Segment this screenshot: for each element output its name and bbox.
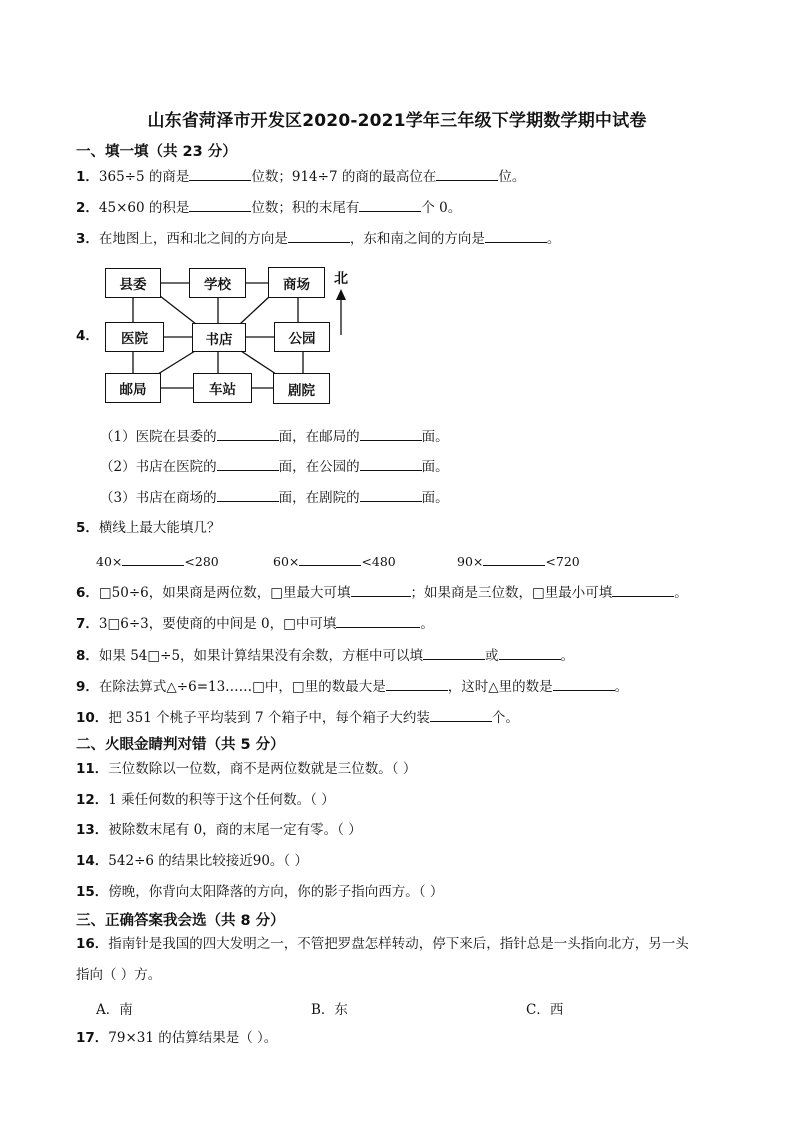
question-number: 16． bbox=[76, 936, 109, 952]
answer-blank[interactable] bbox=[217, 487, 279, 502]
item-text: 60× bbox=[273, 554, 300, 569]
north-arrow-head bbox=[336, 289, 346, 300]
answer-blank[interactable] bbox=[423, 645, 485, 660]
question-text: 三位数除以一位数，商不是两位数就是三位数。（ ） bbox=[108, 761, 417, 777]
map-line bbox=[160, 296, 196, 324]
question-number: 6． bbox=[76, 585, 99, 601]
question-text: 面。 bbox=[421, 459, 449, 475]
question-text: 指向（ ）方。 bbox=[76, 967, 162, 983]
question-number: 14． bbox=[76, 853, 109, 869]
question-text: 位。 bbox=[498, 169, 526, 185]
question-text: □50÷6，如果商是两位数，□里最大可填 bbox=[98, 585, 351, 601]
question-11 bbox=[76, 760, 416, 778]
question-text: 面。 bbox=[421, 429, 449, 445]
item-text: 40× bbox=[96, 554, 123, 569]
question-text: 面，在邮局的 bbox=[278, 429, 360, 445]
question-text: 如果 54□÷5，如果计算结果没有余数，方框中可以填 bbox=[98, 648, 424, 664]
question-text: 在地图上，西和北之间的方向是 bbox=[98, 231, 288, 247]
question-number: 12． bbox=[76, 792, 109, 808]
map-box-station: 车站 bbox=[193, 373, 252, 403]
question-text: 位数；914÷7 的商的最高位在 bbox=[251, 169, 437, 185]
question-16-line-2 bbox=[76, 966, 161, 984]
map-box-hospital: 医院 bbox=[105, 322, 164, 352]
question-number: 10． bbox=[76, 710, 109, 726]
question-text: 542÷6 的结果比较接近90。（ ） bbox=[108, 853, 308, 869]
section-3-heading: 三、正确答案我会选（共 8 分） bbox=[76, 913, 285, 929]
question-number: 2． bbox=[76, 200, 99, 216]
question-text: 指南针是我国的四大发明之一，不管把罗盘怎样转动，停下来后，指针总是一头指向北方，另一头 bbox=[108, 936, 689, 952]
question-text: 把 351 个桃子平均装到 7 个箱子中，每个箱子大约装 bbox=[108, 710, 430, 726]
answer-blank[interactable] bbox=[360, 487, 422, 502]
question-text: 位数；积的末尾有 bbox=[251, 200, 360, 216]
question-number: 11． bbox=[76, 761, 109, 777]
section-1-heading: 一、填一填（共 23 分） bbox=[76, 144, 237, 160]
answer-blank[interactable] bbox=[217, 456, 279, 471]
question-text: ，东和南之间的方向是 bbox=[349, 231, 485, 247]
question-text: 。 bbox=[614, 679, 629, 695]
question-4-sub-2 bbox=[100, 456, 449, 476]
question-text: ，这时△里的数是 bbox=[447, 679, 553, 695]
question-5-item-2 bbox=[273, 551, 396, 569]
question-number: 1． bbox=[76, 169, 99, 185]
answer-blank[interactable] bbox=[122, 551, 184, 566]
question-text: 面，在剧院的 bbox=[278, 490, 360, 506]
question-text: 被除数末尾有 0，商的末尾一定有零。（ ） bbox=[108, 822, 362, 838]
question-text: （3）书店在商场的 bbox=[100, 490, 217, 506]
map-box-park: 公园 bbox=[274, 322, 330, 352]
answer-blank[interactable] bbox=[386, 676, 448, 691]
map-box-county: 县委 bbox=[105, 268, 161, 298]
map-box-bookstore: 书店 bbox=[192, 323, 246, 352]
question-13 bbox=[76, 821, 362, 839]
option-a[interactable]: A．南 bbox=[96, 1002, 133, 1018]
question-5 bbox=[76, 519, 220, 537]
item-text: 90× bbox=[457, 554, 484, 569]
question-17 bbox=[76, 1029, 277, 1047]
option-c[interactable]: C．西 bbox=[526, 1002, 564, 1018]
question-number: 9． bbox=[76, 679, 99, 695]
question-text: 45×60 的积是 bbox=[98, 200, 190, 216]
question-text: 面，在公园的 bbox=[278, 459, 360, 475]
question-text: 。 bbox=[674, 585, 688, 601]
question-text: 1 乘任何数的积等于这个任何数。（ ） bbox=[108, 792, 335, 808]
answer-blank[interactable] bbox=[553, 676, 615, 691]
question-text: 。 bbox=[560, 648, 575, 664]
question-number: 17． bbox=[76, 1030, 109, 1046]
question-text: 面。 bbox=[421, 490, 449, 506]
question-7 bbox=[76, 613, 434, 633]
question-text: 。 bbox=[420, 616, 434, 632]
map-box-school: 学校 bbox=[189, 268, 246, 298]
question-text: 3□6÷3，要使商的中间是 0，□中可填 bbox=[98, 616, 337, 632]
question-text: 79×31 的估算结果是（ ）。 bbox=[108, 1030, 278, 1046]
question-text: （1）医院在县委的 bbox=[100, 429, 217, 445]
answer-blank[interactable] bbox=[430, 707, 492, 722]
question-text: 365÷5 的商是 bbox=[98, 169, 190, 185]
question-text: 个 0。 bbox=[421, 200, 462, 216]
question-text: 在除法算式△÷6=13……□中，□里的数最大是 bbox=[98, 679, 386, 695]
answer-blank[interactable] bbox=[217, 426, 279, 441]
question-text: ；如果商是三位数，□里最小可填 bbox=[410, 585, 613, 601]
north-label: 北 bbox=[334, 271, 348, 287]
question-text: （2）书店在医院的 bbox=[100, 459, 217, 475]
question-text: 傍晚，你背向太阳降落的方向，你的影子指向西方。（ ） bbox=[108, 884, 444, 900]
question-12 bbox=[76, 791, 335, 809]
question-number: 15． bbox=[76, 884, 109, 900]
question-text: 。 bbox=[546, 231, 561, 247]
question-6 bbox=[76, 582, 688, 602]
map-line bbox=[158, 351, 195, 374]
item-text: <280 bbox=[184, 554, 219, 569]
question-4-sub-3 bbox=[100, 487, 449, 507]
question-number: 5． bbox=[76, 520, 99, 536]
answer-blank[interactable] bbox=[360, 456, 422, 471]
answer-blank[interactable] bbox=[351, 582, 411, 597]
question-5-item-3 bbox=[457, 551, 580, 569]
question-15 bbox=[76, 883, 443, 901]
answer-blank[interactable] bbox=[360, 426, 422, 441]
map-box-theater: 剧院 bbox=[273, 373, 330, 404]
item-text: <480 bbox=[361, 554, 396, 569]
section-2-heading: 二、火眼金睛判对错（共 5 分） bbox=[76, 737, 285, 753]
question-text: 或 bbox=[485, 648, 499, 664]
question-number: 13． bbox=[76, 822, 109, 838]
question-4-sub-1 bbox=[100, 426, 449, 446]
page-title: 山东省菏泽市开发区2020-2021学年三年级下学期数学期中试卷 bbox=[147, 111, 647, 131]
question-text: 个。 bbox=[491, 710, 519, 726]
question-number: 4． bbox=[76, 328, 99, 344]
question-14 bbox=[76, 852, 308, 870]
answer-blank[interactable] bbox=[483, 551, 545, 566]
option-b[interactable]: B．东 bbox=[311, 1002, 348, 1018]
answer-blank[interactable] bbox=[299, 551, 361, 566]
answer-blank[interactable] bbox=[336, 613, 420, 628]
question-number: 8． bbox=[76, 648, 99, 664]
question-8 bbox=[76, 645, 574, 665]
map-line bbox=[240, 296, 270, 324]
map-box-post-office: 邮局 bbox=[105, 373, 161, 403]
map-line bbox=[241, 351, 276, 374]
answer-blank[interactable] bbox=[612, 582, 674, 597]
map-box-mall: 商场 bbox=[268, 267, 325, 298]
answer-blank[interactable] bbox=[499, 645, 561, 660]
question-number: 3． bbox=[76, 231, 99, 247]
question-16 bbox=[76, 935, 689, 953]
question-9 bbox=[76, 676, 628, 696]
item-text: <720 bbox=[545, 554, 580, 569]
question-5-item-1 bbox=[96, 551, 219, 569]
question-10 bbox=[76, 707, 519, 727]
question-number: 7． bbox=[76, 616, 99, 632]
question-text: 横线上最大能填几？ bbox=[98, 520, 221, 536]
